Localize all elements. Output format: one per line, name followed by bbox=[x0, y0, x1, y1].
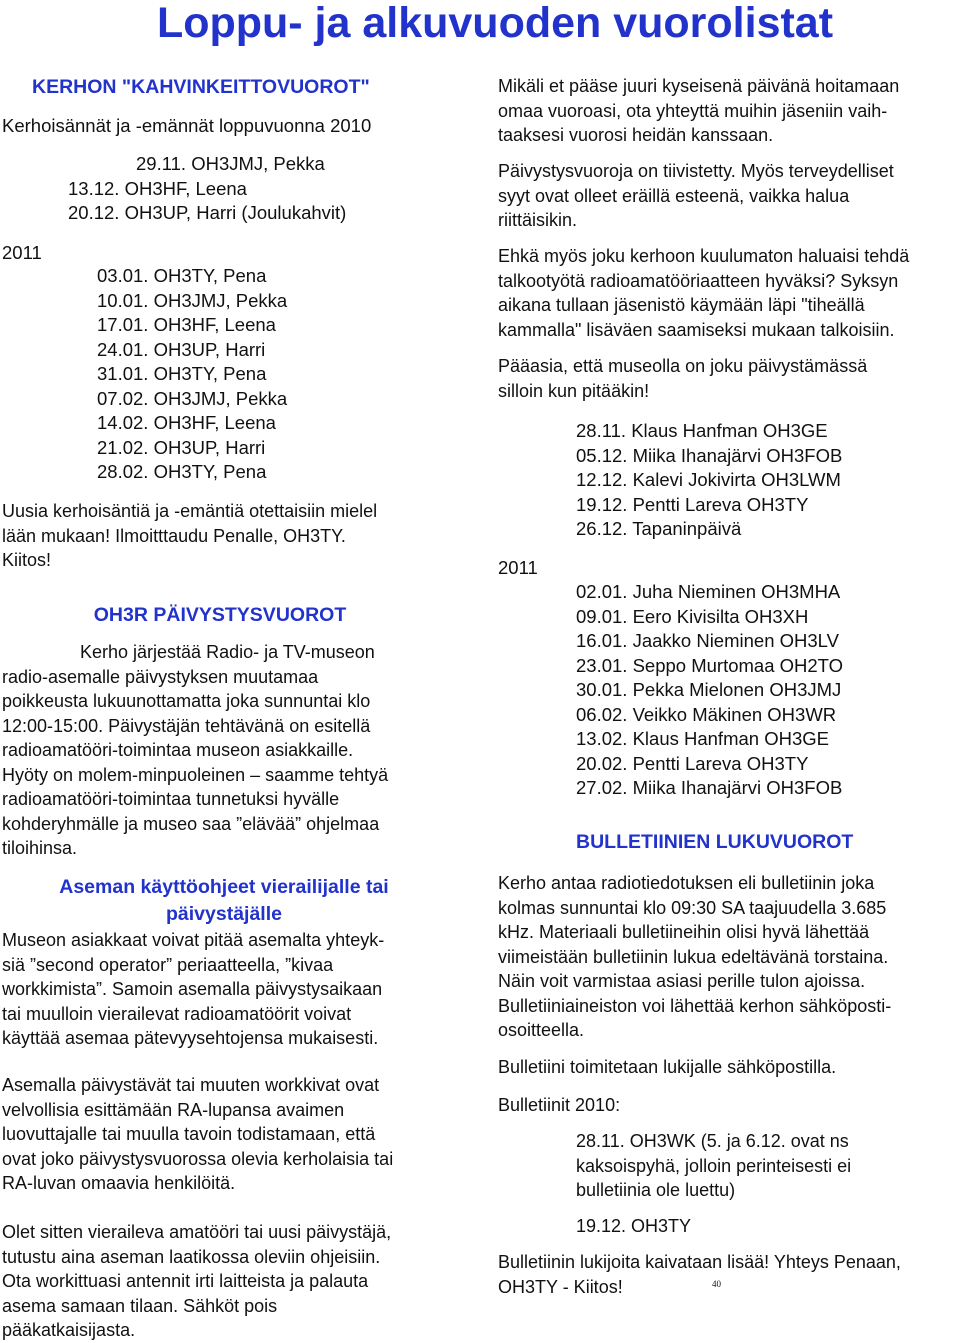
kahvi-row: 29.11. OH3JMJ, Pekka bbox=[136, 153, 325, 174]
text-line: talkootyötä radioamatööriaatteen hyväksi? Syksyn bbox=[498, 270, 899, 291]
text-line: syyt ovat olleet eräillä esteenä, vaikka halua bbox=[498, 185, 850, 206]
text-line: Näin voit varmistaa asiasi perille tulon ajoissa. bbox=[498, 971, 866, 991]
right-para3 bbox=[498, 244, 909, 342]
text-line: Museon asiakkaat voivat pitää asemalta yhteyk- bbox=[2, 930, 385, 950]
duty-row: 13.02. Klaus Hanfman OH3GE bbox=[576, 728, 829, 749]
text-line: Ota workittuasi antennit irti laitteista ja palauta bbox=[2, 1271, 369, 1291]
text-line: 12:00-15:00. Päivystäjän tehtävänä on esitellä bbox=[2, 715, 371, 736]
text-line: Bulletiinin lukijoita kaivataan lisää! Yhteys Penaan, bbox=[498, 1252, 901, 1272]
text-line: workkimista”. Samoin asemalla päivystysaikaan bbox=[2, 979, 383, 999]
kahvi-row: 10.01. OH3JMJ, Pekka bbox=[97, 289, 288, 311]
kahvi-row: 28.02. OH3TY, Pena bbox=[97, 461, 267, 482]
kahvi-row: 21.02. OH3UP, Harri bbox=[97, 436, 266, 458]
duty-row: 20.02. Pentti Lareva OH3TY bbox=[576, 752, 809, 774]
duty-row: 30.01. Pekka Mielonen OH3JMJ bbox=[576, 679, 842, 700]
text-line: käyttää asemaa pätevyysehtojensa mukaisesti. bbox=[2, 1028, 379, 1048]
right-para2 bbox=[498, 159, 894, 233]
bulletin-entry bbox=[576, 1129, 851, 1203]
text-line: velvollisia esittämään RA-lupansa avaimen bbox=[2, 1099, 345, 1120]
aseman-para2 bbox=[2, 1073, 448, 1196]
kahvi-row: 03.01. OH3TY, Pena bbox=[97, 265, 267, 286]
kahvi-2010-list bbox=[68, 152, 347, 226]
text-line: kaksoispyhä, jolloin perinteisesti ei bbox=[576, 1155, 852, 1176]
duty-row: 16.01. Jaakko Nieminen OH3LV bbox=[576, 630, 839, 651]
kahvi-row: 20.12. OH3UP, Harri (Joulukahvit) bbox=[68, 202, 347, 223]
duty-row: 23.01. Seppo Murtomaa OH2TO bbox=[576, 654, 844, 676]
text-line: RA-luvan omaavia henkilöitä. bbox=[2, 1173, 236, 1193]
kahvi-row: 31.01. OH3TY, Pena bbox=[97, 363, 267, 384]
duty-row: 09.01. Eero Kivisilta OH3XH bbox=[576, 605, 809, 627]
text-line: radioamatööri-toimintaa tunnetuksi hyvälle bbox=[2, 789, 340, 809]
text-line: riittäisikin. bbox=[498, 210, 578, 230]
text-line: poikkeusta lukuunottamatta joka sunnuntai klo bbox=[2, 691, 371, 711]
text-line: luovuttajalle tai muulla tavoin todistamaan, että bbox=[2, 1124, 376, 1144]
aseman-heading-line: Aseman käyttöohjeet vierailijalle tai bbox=[59, 876, 389, 898]
duty-row: 12.12. Kalevi Jokivirta OH3LWM bbox=[576, 469, 841, 490]
paivystys-heading: OH3R PÄIVYSTYSVUOROT bbox=[93, 604, 347, 626]
kahvi-note-line: Uusia kerhoisäntiä ja -emäntiä otettaisiin mielel bbox=[2, 501, 378, 521]
page-number: 40 bbox=[712, 1279, 721, 1289]
kahvi-subtitle: Kerhoisännät ja -emännät loppuvuonna 2010 bbox=[2, 115, 372, 136]
kahvi-year: 2011 bbox=[2, 242, 42, 263]
duty-row: 28.11. Klaus Hanfman OH3GE bbox=[576, 420, 828, 441]
right-para4 bbox=[498, 354, 867, 403]
text-line: tutustu aina aseman laatikossa oleviin ohjeisiin. bbox=[2, 1246, 381, 1267]
kahvi-note bbox=[2, 499, 377, 573]
bulletin-2010-label: Bulletiinit 2010: bbox=[498, 1095, 621, 1115]
text-line: asema samaan tilaan. Sähköt pois bbox=[2, 1295, 278, 1316]
duty-row: 06.02. Veikko Mäkinen OH3WR bbox=[576, 703, 837, 725]
text-line: 28.11. OH3WK (5. ja 6.12. ovat ns bbox=[576, 1131, 849, 1151]
aseman-heading bbox=[0, 874, 448, 928]
text-line: kammalla" lisäväen saamiseksi mukaan talkoisiin. bbox=[498, 319, 895, 340]
duty-row: 26.12. Tapaninpäivä bbox=[576, 518, 742, 539]
page-title: Loppu- ja alkuvuoden vuorolistat bbox=[156, 0, 834, 47]
text-line: radio-asemalle päivystyksen muutamaa bbox=[2, 666, 319, 687]
duty-row: 19.12. Pentti Lareva OH3TY bbox=[576, 493, 809, 515]
kahvi-row: 17.01. OH3HF, Leena bbox=[97, 314, 276, 335]
bulletin-para1 bbox=[498, 871, 891, 1043]
kahvi-note-line: lään mukaan! Ilmoitttaudu Penalle, OH3TY. bbox=[2, 525, 346, 546]
text-line: kHz. Materiaali bulletiineihin olisi hyvä lähettää bbox=[498, 922, 870, 942]
text-line: radioamatööri-toimintaa museon asiakkaille. bbox=[2, 740, 354, 760]
text-line: Pääasia, että museolla on joku päivystämässä bbox=[498, 356, 868, 376]
kahvi-row: 14.02. OH3HF, Leena bbox=[97, 412, 276, 433]
bulletin-call-for-readers bbox=[498, 1250, 901, 1299]
text-line: silloin kun pitääkin! bbox=[498, 380, 650, 401]
kahvi-row: 07.02. OH3JMJ, Pekka bbox=[97, 387, 288, 409]
aseman-para1 bbox=[2, 928, 448, 1051]
bulletin-heading: BULLETIINIEN LUKUVUOROT bbox=[576, 831, 854, 853]
text-line: Hyöty on molem-minpuoleinen – saamme tehtyä bbox=[2, 764, 389, 785]
text-line: viimeistään bulletiinin lukua edeltävänä torstaina. bbox=[498, 946, 889, 967]
kahvi-2011-list bbox=[97, 264, 287, 485]
paivystys-text bbox=[2, 640, 448, 861]
text-line: Olet sitten vieraileva amatööri tai uusi päivystäjä, bbox=[2, 1222, 392, 1242]
text-line: Ehkä myös joku kerhoon kuulumaton haluaisi tehdä bbox=[498, 246, 910, 266]
right-para1 bbox=[498, 74, 899, 148]
kahvi-row: 13.12. OH3HF, Leena bbox=[68, 177, 247, 199]
text-line: Mikäli et pääse juuri kyseisenä päivänä hoitamaan bbox=[498, 76, 900, 96]
text-line: tai muulloin vierailevat radioamatöörit voivat bbox=[2, 1003, 352, 1024]
text-line: Asemalla päivystävät tai muuten workkivat ovat bbox=[2, 1075, 380, 1095]
text-line: pääkatkaisijasta. bbox=[2, 1320, 136, 1340]
text-line: Bulletiiniaineiston voi lähettää kerhon sähköposti- bbox=[498, 995, 892, 1016]
text-line: osoitteella. bbox=[498, 1020, 585, 1040]
text-line: Päivystysvuoroja on tiivistetty. Myös terveydelliset bbox=[498, 161, 894, 181]
aseman-heading-line: päivystäjälle bbox=[166, 903, 282, 925]
text-line: bulletiinia ole luettu) bbox=[576, 1180, 736, 1200]
kahvi-heading: KERHON "KAHVINKEITTOVUOROT" bbox=[32, 76, 370, 98]
text-line: siä ”second operator” periaatteella, ”kivaa bbox=[2, 954, 334, 975]
text-line: omaa vuoroasi, ota yhteyttä muihin jäseniin vaih- bbox=[498, 100, 888, 121]
text-line: OH3TY - Kiitos! bbox=[498, 1276, 623, 1297]
aseman-para3 bbox=[2, 1220, 448, 1343]
text-line: ovat joko päivystysvuorossa olevia kerholaisia tai bbox=[2, 1148, 394, 1169]
text-line: Kerho antaa radiotiedotuksen eli bulletiinin joka bbox=[498, 873, 875, 893]
text-line: Kerho järjestää Radio- ja TV-museon bbox=[80, 642, 375, 662]
bulletin-email-note: Bulletiini toimitetaan lukijalle sähköpostilla. bbox=[498, 1057, 837, 1077]
kahvi-note-line: Kiitos! bbox=[2, 550, 52, 570]
duty-row: 02.01. Juha Nieminen OH3MHA bbox=[576, 581, 841, 602]
bulletin-entry: 19.12. OH3TY bbox=[576, 1216, 692, 1236]
duty-row: 05.12. Miika Ihanajärvi OH3FOB bbox=[576, 444, 843, 466]
text-line: taaksesi vuorosi heidän kanssaan. bbox=[498, 125, 774, 145]
text-line: tiloihinsa. bbox=[2, 838, 78, 858]
kahvi-row: 24.01. OH3UP, Harri bbox=[97, 338, 266, 360]
duty-row: 27.02. Miika Ihanajärvi OH3FOB bbox=[576, 777, 843, 798]
duty-year: 2011 bbox=[498, 557, 538, 578]
duty-2010-list bbox=[576, 419, 842, 542]
text-line: aikana tullaan jäsenistö käymään läpi "tiheällä bbox=[498, 295, 865, 315]
text-line: kolmas sunnuntai klo 09:30 SA taajuudella 3.685 bbox=[498, 897, 887, 918]
text-line: kohderyhmälle ja museo saa ”elävää” ohjelmaa bbox=[2, 813, 380, 834]
duty-2011-list bbox=[576, 580, 843, 801]
